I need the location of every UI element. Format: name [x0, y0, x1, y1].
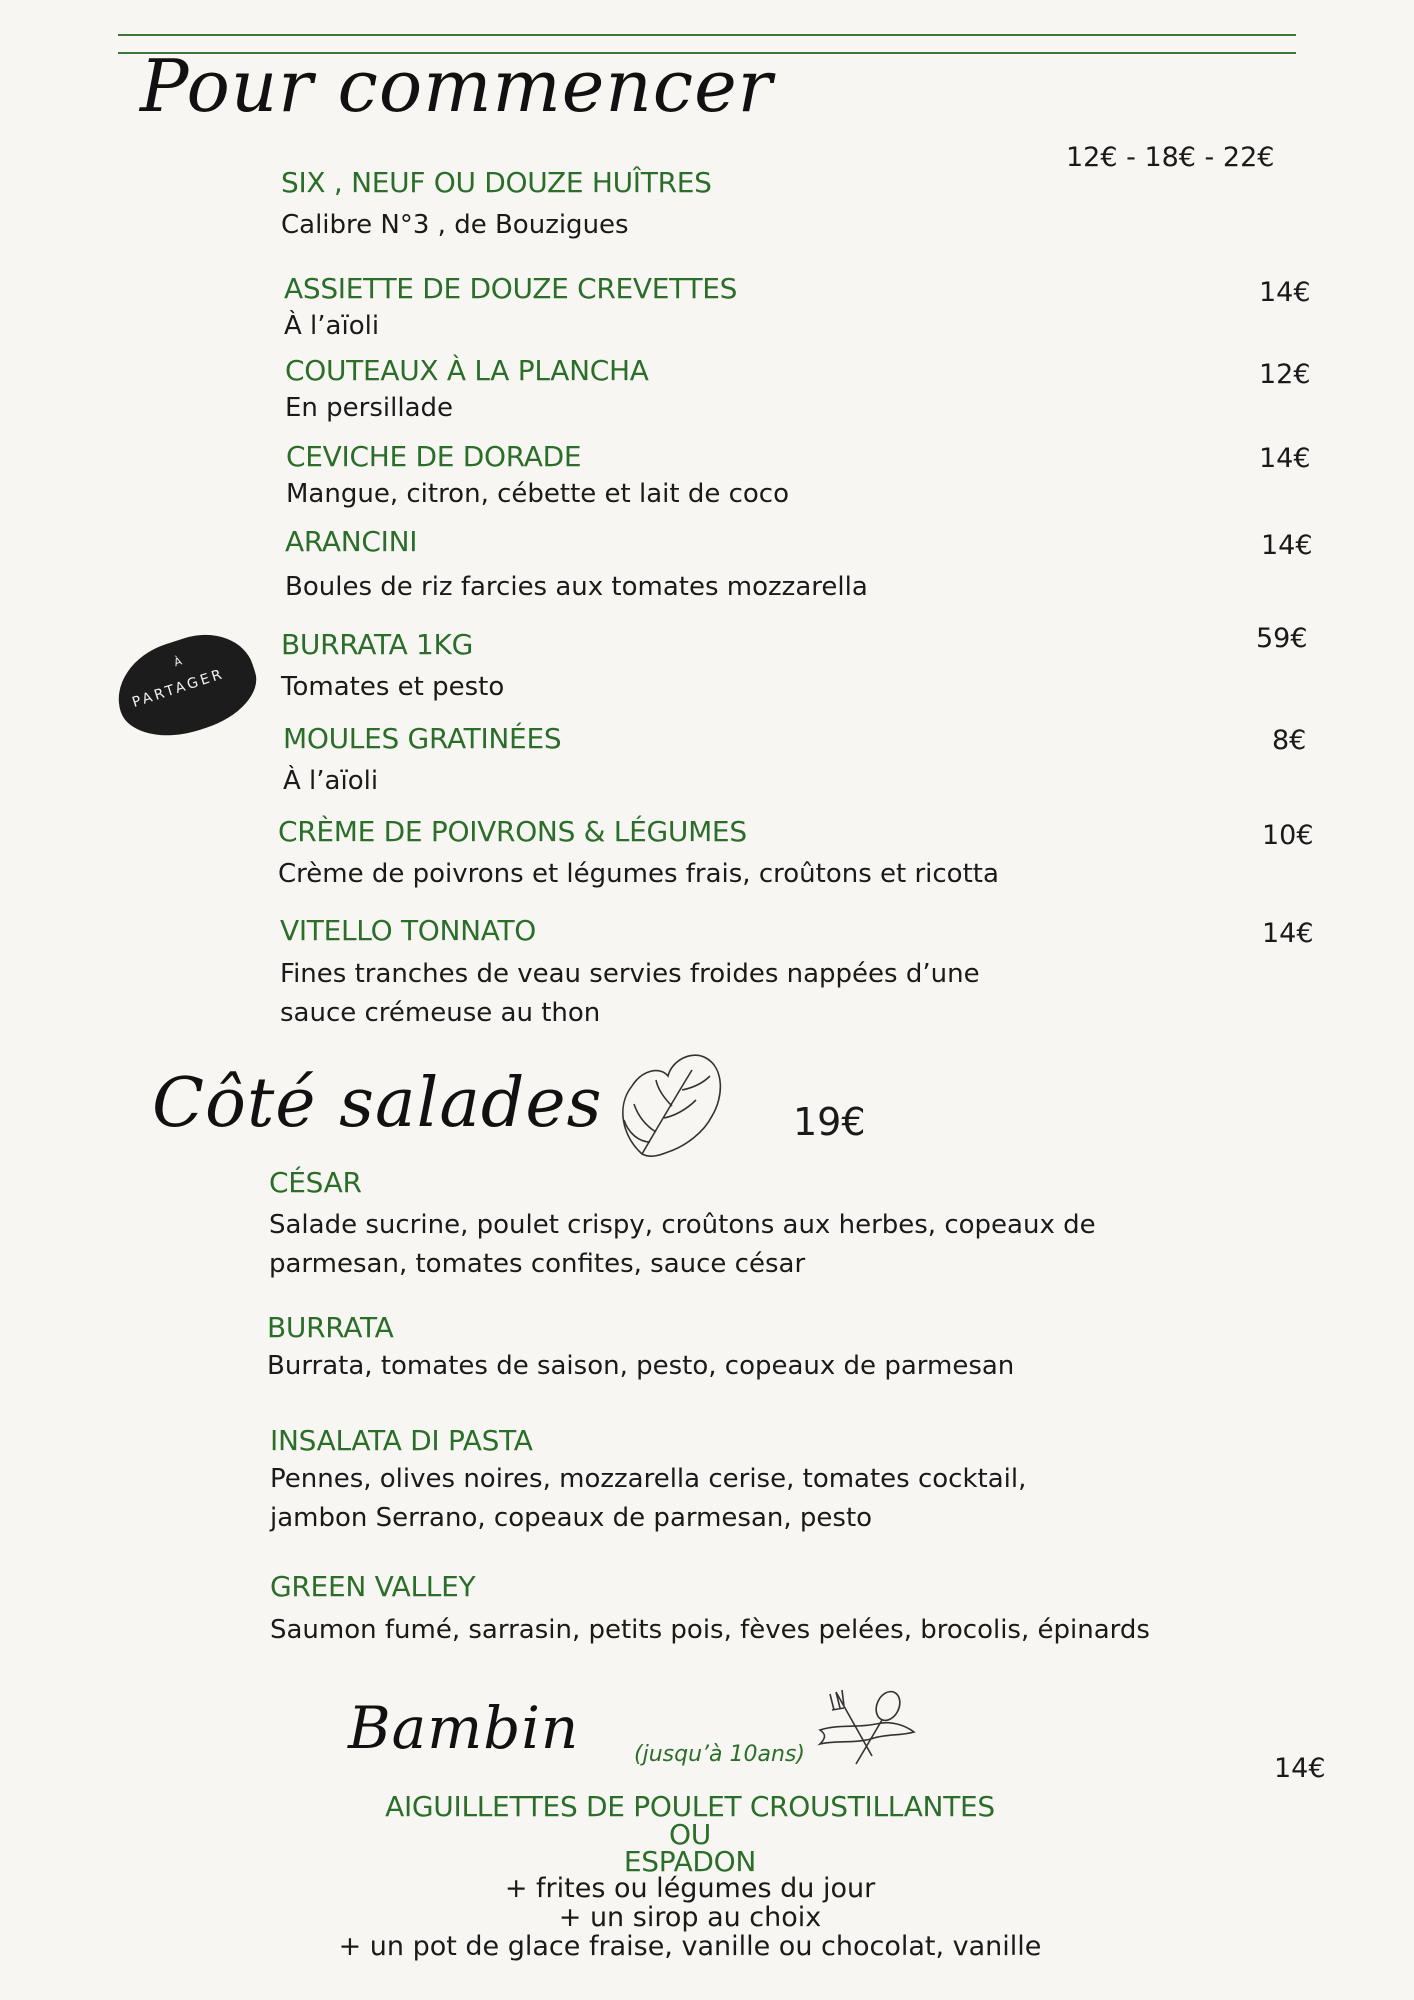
cutlery-icon — [814, 1686, 918, 1770]
kids-alt-line: ESPADON — [623, 1845, 757, 1878]
lettuce-icon — [612, 1046, 732, 1164]
salads-price: 19€ — [793, 1100, 866, 1144]
menu-item-price: 59€ — [1256, 623, 1308, 654]
menu-item-price: 8€ — [1272, 725, 1307, 756]
menu-item-desc: Calibre N°3 , de Bouzigues — [281, 210, 629, 240]
salad-desc: Pennes, olives noires, mozzarella cerise, tomates cocktail, — [270, 1464, 1027, 1494]
menu-item-price: 14€ — [1262, 918, 1314, 949]
menu-item-name: CEVICHE DE DORADE — [286, 440, 582, 473]
menu-item-desc: À l’aïoli — [284, 311, 380, 341]
badge-line2: PARTAGER — [130, 666, 227, 711]
menu-item-price: 12€ - 18€ - 22€ — [1066, 142, 1275, 173]
menu-item-desc: À l’aïoli — [283, 766, 379, 796]
menu-item-desc: Boules de riz farcies aux tomates mozzarella — [285, 572, 868, 602]
menu-item-desc: Fines tranches de veau servies froides nappées d’une — [280, 959, 980, 989]
kids-extra: + un sirop au choix — [558, 1902, 822, 1933]
menu-item-price: 14€ — [1261, 530, 1313, 561]
menu-item-name: MOULES GRATINÉES — [283, 722, 562, 755]
menu-item-desc: Tomates et pesto — [281, 672, 505, 702]
menu-item-name: ASSIETTE DE DOUZE CREVETTES — [284, 272, 738, 305]
salad-desc: Saumon fumé, sarrasin, petits pois, fèves pelées, brocolis, épinards — [270, 1615, 1150, 1645]
menu-item-name: ARANCINI — [285, 525, 418, 558]
menu-item-name: SIX , NEUF OU DOUZE HUÎTRES — [281, 166, 712, 199]
menu-item-price: 14€ — [1259, 277, 1311, 308]
menu-item-name: VITELLO TONNATO — [280, 914, 537, 947]
salad-name: INSALATA DI PASTA — [270, 1424, 533, 1457]
salad-desc: Burrata, tomates de saison, pesto, copeaux de parmesan — [267, 1351, 1015, 1381]
kids-price: 14€ — [1274, 1753, 1326, 1784]
menu-item-name: CRÈME DE POIVRONS & LÉGUMES — [278, 815, 747, 848]
menu-item-price: 14€ — [1259, 443, 1311, 474]
menu-item-name: BURRATA 1KG — [281, 628, 474, 661]
kids-heading: Bambin — [348, 1694, 580, 1762]
kids-or-line: OU — [669, 1818, 711, 1851]
kids-main-line: AIGUILLETTES DE POULET CROUSTILLANTES — [385, 1790, 995, 1823]
menu-item-desc: Mangue, citron, cébette et lait de coco — [286, 479, 790, 509]
salad-name: BURRATA — [267, 1311, 394, 1344]
salad-name: GREEN VALLEY — [270, 1570, 476, 1603]
menu-item-price: 10€ — [1262, 820, 1314, 851]
menu-item-price: 12€ — [1259, 359, 1311, 390]
menu-item-desc: En persillade — [285, 393, 454, 423]
salads-heading: Côté salades — [152, 1064, 603, 1143]
salad-name: CÉSAR — [269, 1166, 362, 1199]
salad-desc-cont: jambon Serrano, copeaux de parmesan, pesto — [270, 1503, 873, 1533]
sharing-badge — [105, 621, 267, 752]
kids-age-note: (jusqu’à 10ans) — [634, 1742, 805, 1767]
top-rule — [118, 34, 1296, 36]
badge-line1: À — [172, 653, 187, 670]
starters-heading: Pour commencer — [140, 44, 774, 128]
menu-item-desc: Crème de poivrons et légumes frais, croûtons et ricotta — [278, 859, 999, 889]
kids-extra: + un pot de glace fraise, vanille ou chocolat, vanille — [338, 1931, 1042, 1962]
salad-desc-cont: parmesan, tomates confites, sauce césar — [269, 1249, 806, 1279]
menu-item-name: COUTEAUX À LA PLANCHA — [285, 354, 649, 387]
menu-item-desc-cont: sauce crémeuse au thon — [280, 998, 601, 1028]
salad-desc: Salade sucrine, poulet crispy, croûtons aux herbes, copeaux de — [269, 1210, 1096, 1240]
kids-extra: + frites ou légumes du jour — [504, 1873, 876, 1904]
